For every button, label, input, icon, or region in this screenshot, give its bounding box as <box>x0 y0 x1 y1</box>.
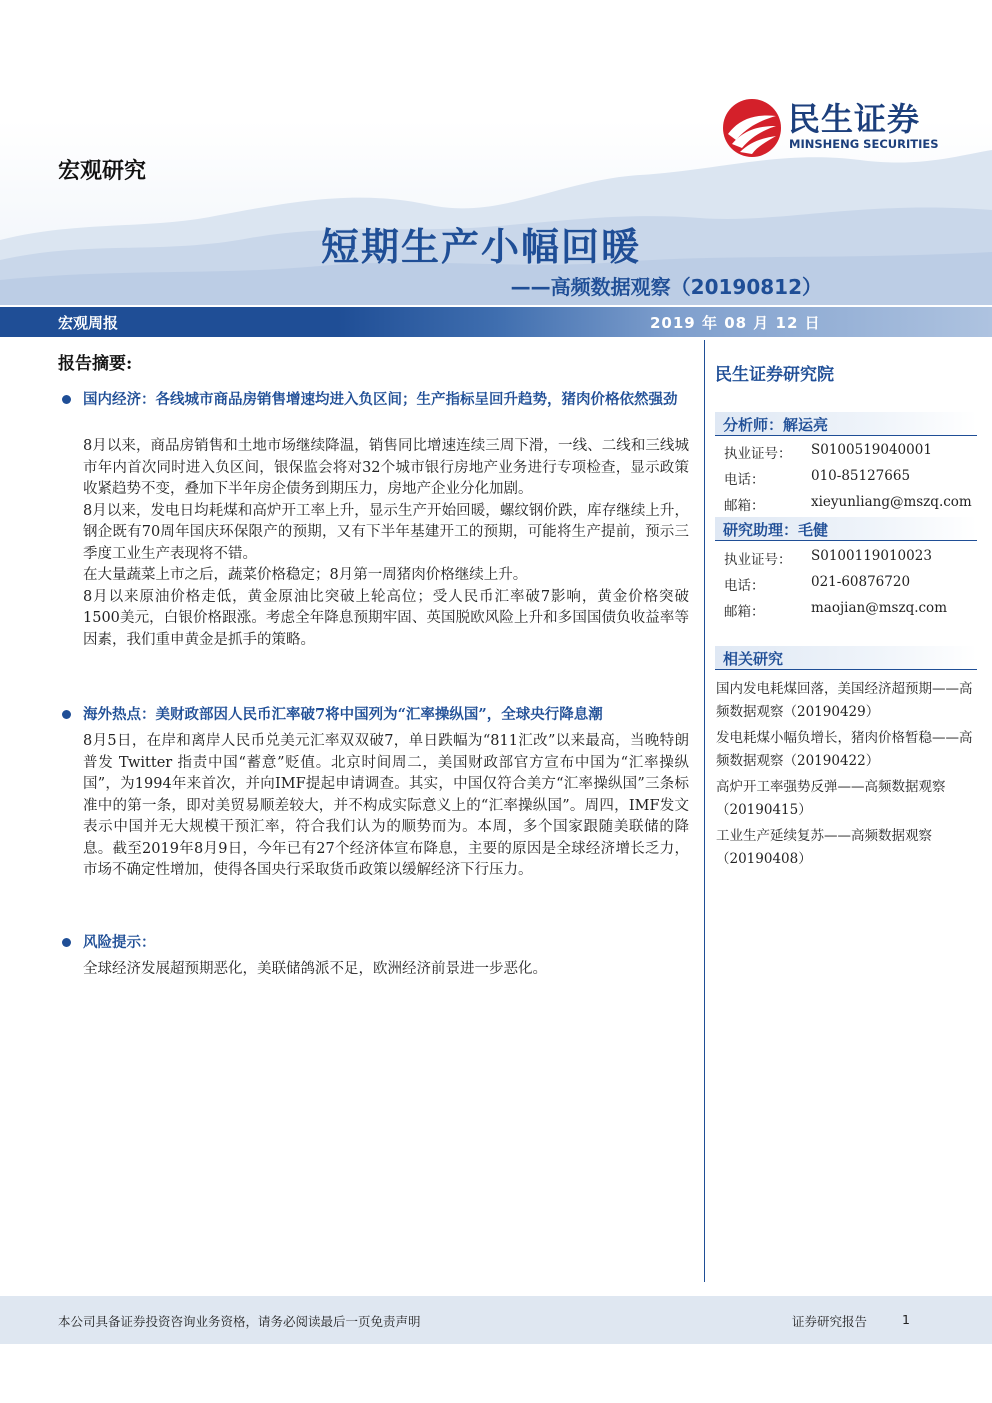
paragraph: 8月以来，商品房销售和土地市场继续降温，销售同比增速连续三周下滑，一线、二线和三线城市年内首次同时进入负区间，银保监会将对32个城市银行房地产业务进行专项检查，显示政策收紧趋势不变，叠加下半年房企债务到期压力，房地产企业分化加剧。 <box>83 438 689 497</box>
section-body-overseas <box>83 731 689 882</box>
paragraph: 在大量蔬菜上市之后，蔬菜价格稳定；8月第一周猪肉价格继续上升。 <box>83 567 528 583</box>
page-number: 1 <box>902 1312 910 1327</box>
research-institute: 民生证券研究院 <box>715 365 834 385</box>
brand-logo <box>722 98 952 158</box>
report-category: 宏观研究 <box>58 159 147 184</box>
bullet-icon <box>62 395 71 404</box>
paragraph: 8月以来原油价格走低，黄金原油比突破上轮高位；受人民币汇率破7影响，黄金价格突破1500美元，白银价格跟涨。考虑全年降息预期牢固、英国脱欧风险上升和多国国债负收益率等因素，我们重申黄金是抓手的策略。 <box>83 588 689 648</box>
page-footer <box>0 1296 992 1344</box>
section-body-domestic <box>83 436 689 651</box>
related-research-item[interactable]: 工业生产延续复苏——高频数据观察（20190408） <box>716 828 932 867</box>
related-research-list <box>716 678 978 874</box>
related-research-heading: 相关研究 <box>715 646 977 670</box>
paragraph: 8月以来，发电日均耗煤和高炉开工率上升，显示生产开始回暖，螺纹钢价跌，库存继续上升，钢企既有70周年国庆环保限产的预期，又有下半年基建开工的预期，可能将生产提前，预示三季度工业生产表现将不错。 <box>83 502 689 562</box>
analyst-phone-row: 电话： 010-85127665 <box>724 468 911 488</box>
logo-english-name: MINSHENG SECURITIES <box>789 137 939 151</box>
assistant-email-link[interactable]: maojian@mszq.com <box>811 600 947 616</box>
footer-report-label: 证券研究报告 <box>792 1314 868 1329</box>
paragraph: 8月5日，在岸和离岸人民币兑美元汇率双双破7，单日跌幅为“811汇改”以来最高，当晚特朗普发 Twitter 指责中国“蓄意”贬值。北京时间周二，美国财政部官方宣布中国为“汇率操纵国”，为1994年来首次，并向IMF提起申请调查。其实，中国仅符合美方“汇率操纵国”三条标准中的第一条，即对美贸易顺差较大，并不构成实际意义上的“汇率操纵国”。周四，IMF发文表示中国并无大规模干预汇率，符合我们认为的顺势而为。本周，多个国家跟随美联储的降息。截至2019年8月9日，今年已有27个经济体宣布降息，主要的原因是全球经济增长乏力，市场不确定性增加，使得各国央行采取货币政策以缓解经济下行压力。 <box>83 733 689 878</box>
analyst-email-row: 邮箱： xieyunliang@mszq.com <box>724 494 972 514</box>
section-body-risk <box>83 959 689 981</box>
bullet-icon <box>62 710 71 719</box>
related-research-item[interactable]: 国内发电耗煤回落，美国经济超预期——高频数据观察（20190429） <box>716 681 973 720</box>
section-heading-risk: 风险提示： <box>62 932 692 953</box>
footer-disclaimer: 本公司具备证券投资咨询业务资格，请务必阅读最后一页免责声明 <box>58 1314 421 1329</box>
related-research-item[interactable]: 发电耗煤小幅负增长，猪肉价格暂稳——高频数据观察（20190422） <box>716 730 973 769</box>
assistant-license-row: 执业证号： S0100119010023 <box>724 548 932 568</box>
bullet-icon <box>62 938 71 947</box>
assistant-email-row: 邮箱： maojian@mszq.com <box>724 600 947 620</box>
column-divider <box>704 340 705 1282</box>
report-info-band <box>0 307 992 337</box>
assistant-heading: 研究助理：毛健 <box>715 517 977 541</box>
section-heading-domestic: 国内经济：各线城市商品房销售增速均进入负区间；生产指标呈回升趋势，猪肉价格依然强劲 <box>62 389 692 410</box>
paragraph: 全球经济发展超预期恶化，美联储鸽派不足，欧洲经济前景进一步恶化。 <box>83 961 547 977</box>
logo-chinese-name: 民生证券 <box>788 100 921 138</box>
abstract-heading: 报告摘要: <box>58 354 133 374</box>
report-type: 宏观周报 <box>58 314 119 332</box>
analyst-heading: 分析师：解运亮 <box>715 412 977 436</box>
related-research-item[interactable]: 高炉开工率强势反弹——高频数据观察（20190415） <box>716 779 946 818</box>
report-subtitle: ——高频数据观察（20190812） <box>510 275 822 299</box>
analyst-license-row: 执业证号： S0100519040001 <box>724 442 932 462</box>
report-date: 2019 年 08 月 12 日 <box>650 314 821 332</box>
section-heading-overseas: 海外热点：美财政部因人民币汇率破7将中国列为“汇率操纵国”，全球央行降息潮 <box>62 704 692 725</box>
assistant-phone-row: 电话： 021-60876720 <box>724 574 911 594</box>
analyst-email-link[interactable]: xieyunliang@mszq.com <box>811 494 972 510</box>
minsheng-logo-icon <box>722 98 782 158</box>
report-title: 短期生产小幅回暖 <box>320 225 641 269</box>
